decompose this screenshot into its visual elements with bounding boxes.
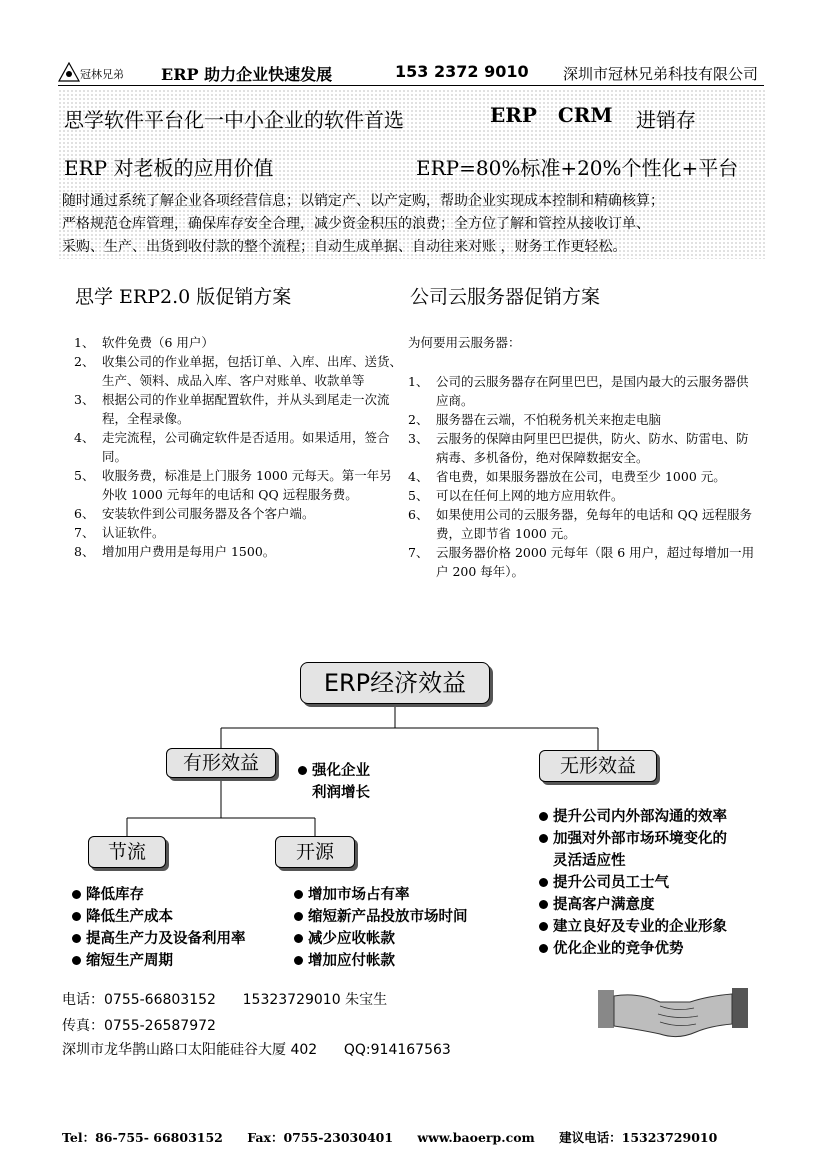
item-text: 收服务费，标准是上门服务 1000 元每天。第一年另外收 1000 元每年的电话和 QQ 远程服务费。 (102, 468, 392, 502)
erp-promo-title: 思学 ERP2.0 版促销方案 (75, 286, 292, 308)
header-phone: 153 2372 9010 (395, 62, 529, 81)
list-item (74, 542, 404, 561)
item-text: 省电费，如果服务器放在公司，电费至少 1000 元。 (436, 469, 726, 484)
item-text: 缩短新产品投放市场时间 (308, 908, 468, 925)
item-text: 提高客户满意度 (553, 896, 655, 913)
list-item (72, 906, 246, 928)
item-number: 1、 (408, 374, 429, 389)
item-number: 3、 (74, 392, 95, 407)
list-item (72, 950, 246, 972)
item-text: 增加应付帐款 (308, 952, 395, 969)
bullet-icon (539, 834, 548, 843)
bullet-icon (539, 944, 548, 953)
item-number: 5、 (408, 488, 429, 503)
bullet-icon (294, 912, 303, 921)
list-item (539, 916, 727, 938)
item-number: 2、 (74, 354, 95, 369)
intro-banner (58, 89, 766, 259)
item-number: 4、 (408, 469, 429, 484)
bullet-icon (294, 956, 303, 965)
intangible-benefits-list (539, 806, 727, 960)
page-header (58, 60, 764, 86)
footer-website-link[interactable]: www.baoerp.com (417, 1130, 535, 1145)
contact-address: 深圳市龙华鹊山路口太阳能硅谷大厦 402 QQ:914167563 (62, 1042, 451, 1058)
contact-fax: 传真：0755-26587972 (62, 1018, 216, 1034)
item-text: 强化企业 (312, 762, 370, 779)
contact-phone: 电话：0755-66803152 15323729010 朱宝生 (62, 992, 388, 1008)
list-item (539, 872, 727, 894)
cloud-promo-list (408, 333, 758, 581)
revenue-list (294, 884, 468, 972)
item-number: 7、 (74, 525, 95, 540)
footer-advice-phone: 建议电话：15323729010 (559, 1130, 718, 1145)
list-item (408, 429, 758, 467)
item-text: 降低生产成本 (86, 908, 173, 925)
item-text: 云服务的保障由阿里巴巴提供，防火、防水、防雷电、防病毒、多机备份，绝对保障数据安全。 (436, 431, 749, 465)
item-text: 云服务器价格 2000 元每年（限 6 用户，超过每增加一用户 200 每年）。 (436, 545, 755, 579)
list-item (74, 352, 404, 390)
item-text: 根据公司的作业单据配置软件，并从头到尾走一次流程，全程录像。 (102, 392, 390, 426)
diagram-cost-saving-node: 节流 (88, 836, 166, 868)
banner-paragraph-line: 采购、生产、出货到收付款的整个流程；自动生成单据、自动往来对账 ，财务工作更轻松。 (62, 239, 627, 255)
item-text: 灵活适应性 (553, 852, 626, 869)
banner-paragraph-line: 随时通过系统了解企业各项经营信息；以销定产、以产定购，帮助企业实现成本控制和精确核算； (62, 193, 664, 209)
banner-paragraph-line: 严格规范仓库管理，确保库存安全合理，减少资金积压的浪费；全方位了解和管控从接收订单、 (62, 216, 650, 232)
list-item (539, 938, 727, 960)
banner-formula: ERP=80%标准+20%个性化+平台 (416, 156, 739, 180)
item-text: 利润增长 (312, 784, 370, 801)
logo-text: 冠林兄弟 (80, 68, 124, 81)
item-text: 建立良好及专业的企业形象 (553, 918, 727, 935)
list-item (294, 884, 468, 906)
footer-tel: Tel：86-755- 66803152 (62, 1130, 223, 1145)
item-text: 降低库存 (86, 886, 144, 903)
item-number: 5、 (74, 468, 95, 483)
bullet-icon (72, 934, 81, 943)
item-text: 服务器在云端，不怕税务机关来抱走电脑 (436, 412, 662, 427)
list-item (74, 333, 404, 352)
list-item (74, 504, 404, 523)
bullet-icon (539, 900, 548, 909)
list-item (72, 928, 246, 950)
bullet-icon (294, 890, 303, 899)
bullet-icon (539, 878, 548, 887)
item-text: 提升公司内外部沟通的效率 (553, 808, 727, 825)
company-logo-icon (58, 62, 80, 82)
item-number: 8、 (74, 544, 95, 559)
bullet-icon (294, 934, 303, 943)
list-item (408, 467, 758, 486)
list-item (408, 543, 758, 581)
list-item (294, 950, 468, 972)
list-item (408, 486, 758, 505)
item-text: 可以在任何上网的地方应用软件。 (436, 488, 624, 503)
item-number: 7、 (408, 545, 429, 560)
diagram-tangible-node: 有形效益 (166, 748, 276, 778)
item-text: 加强对外部市场环境变化的 (553, 830, 727, 847)
item-text: 提升公司员工士气 (553, 874, 669, 891)
item-number: 4、 (74, 430, 95, 445)
item-text: 如果使用公司的云服务器，免每年的电话和 QQ 远程服务费，立即节省 1000 元。 (436, 507, 752, 541)
bullet-icon (72, 956, 81, 965)
cloud-promo-title: 公司云服务器促销方案 (410, 286, 601, 308)
item-number: 3、 (408, 431, 429, 446)
list-item (539, 850, 727, 872)
diagram-intangible-node: 无形效益 (539, 750, 657, 782)
list-item (408, 372, 758, 410)
list-item (298, 760, 370, 782)
header-company-name: 深圳市冠林兄弟科技有限公司 (562, 65, 758, 83)
page-footer (62, 1128, 737, 1146)
item-text: 软件免费（6 用户） (102, 335, 214, 350)
item-text: 收集公司的作业单据，包括订单、入库、出库、送货、生产、领料、成品入库、客户对账单、收款单等 (102, 354, 403, 388)
list-item (294, 928, 468, 950)
handshake-icon (598, 984, 748, 1044)
list-item (298, 782, 370, 804)
item-number: 6、 (408, 507, 429, 522)
banner-product-tags: ERP CRM (490, 103, 613, 127)
header-slogan: ERP 助力企业快速发展 (161, 65, 333, 84)
diagram-revenue-node: 开源 (275, 836, 355, 868)
list-item (408, 505, 758, 543)
footer-fax: Fax：0755-23030401 (247, 1130, 394, 1145)
banner-value-heading: ERP 对老板的应用价值 (64, 156, 274, 180)
cloud-promo-intro: 为何要用云服务器： (408, 335, 521, 350)
list-item (539, 894, 727, 916)
list-item (74, 466, 404, 504)
item-number: 2、 (408, 412, 429, 427)
item-text: 安装软件到公司服务器及各个客户端。 (102, 506, 315, 521)
bullet-icon (72, 912, 81, 921)
item-text: 认证软件。 (102, 525, 165, 540)
bullet-icon (539, 922, 548, 931)
list-item (539, 828, 727, 850)
item-number: 6、 (74, 506, 95, 521)
cost-saving-list (72, 884, 246, 972)
list-item (294, 906, 468, 928)
banner-product-tag-inventory: 进销存 (636, 108, 696, 132)
list-item (539, 806, 727, 828)
item-text: 增加用户费用是每用户 1500。 (102, 544, 276, 559)
banner-headline: 思学软件平台化一中小企业的软件首选 (64, 108, 404, 132)
item-text: 公司的云服务器存在阿里巴巴，是国内最大的云服务器供应商。 (436, 374, 749, 408)
bullet-icon (298, 766, 307, 775)
item-text: 增加市场占有率 (308, 886, 410, 903)
bullet-icon (539, 812, 548, 821)
list-item (74, 390, 404, 428)
diagram-root-node: ERP经济效益 (300, 662, 490, 704)
item-text: 减少应收帐款 (308, 930, 395, 947)
erp-promo-list (74, 333, 404, 561)
item-text: 优化企业的竞争优势 (553, 940, 684, 957)
list-item (72, 884, 246, 906)
item-number: 1、 (74, 335, 95, 350)
item-text: 提高生产力及设备利用率 (86, 930, 246, 947)
list-item (74, 523, 404, 542)
item-text: 缩短生产周期 (86, 952, 173, 969)
strengthen-note (298, 760, 370, 804)
item-text: 走完流程，公司确定软件是否适用。如果适用，签合同。 (102, 430, 390, 464)
bullet-icon (72, 890, 81, 899)
list-item (74, 428, 404, 466)
list-item (408, 410, 758, 429)
